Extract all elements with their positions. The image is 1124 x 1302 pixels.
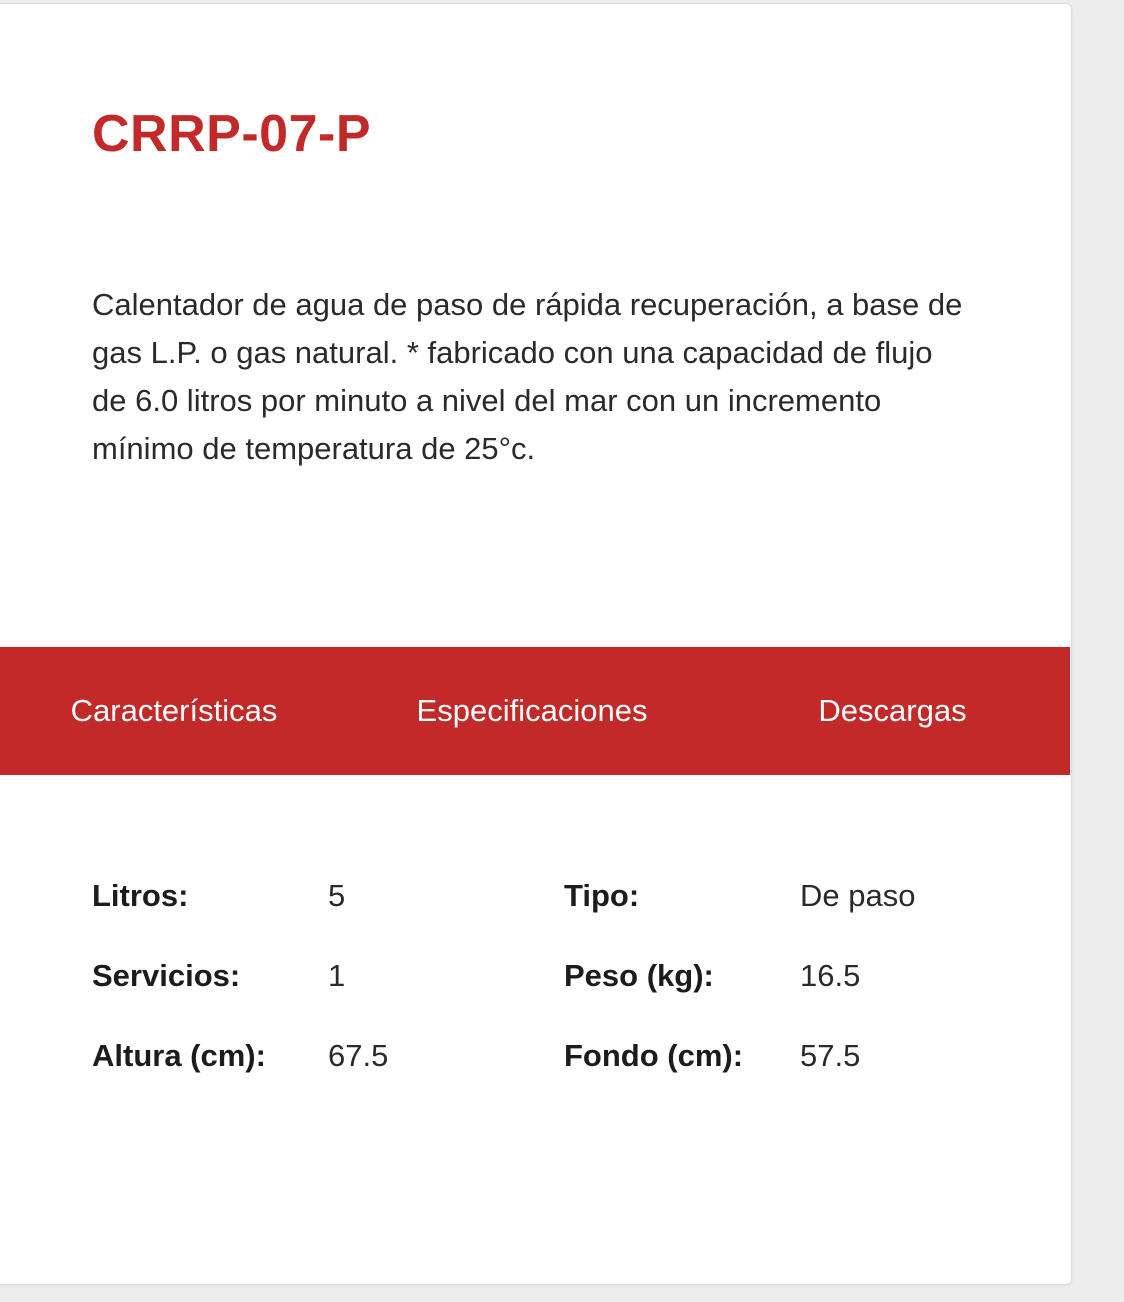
- product-card: [0, 3, 1072, 1285]
- spec-label-litros: Litros:: [92, 878, 189, 913]
- spec-label-peso: Peso (kg):: [564, 958, 714, 993]
- product-title: CRRP-07-P: [92, 105, 371, 163]
- spec-value-tipo: De paso: [800, 878, 916, 913]
- tab-especificaciones[interactable]: Especificaciones: [416, 693, 648, 728]
- page-background-strip: [0, 1287, 1124, 1302]
- product-tabs: [0, 647, 1070, 775]
- spec-label-tipo: Tipo:: [564, 878, 640, 913]
- spec-value-altura: 67.5: [328, 1038, 389, 1073]
- spec-label-altura: Altura (cm):: [92, 1038, 266, 1073]
- spec-label-servicios: Servicios:: [92, 958, 241, 993]
- spec-value-fondo: 57.5: [800, 1038, 861, 1073]
- spec-label-fondo: Fondo (cm):: [564, 1038, 744, 1073]
- tab-caracteristicas[interactable]: Características: [70, 693, 278, 728]
- specs-table: [92, 872, 992, 1080]
- tab-descargas[interactable]: Descargas: [818, 693, 967, 728]
- spec-value-servicios: 1: [328, 958, 346, 993]
- product-description: Calentador de agua de paso de rápida recuperación, a base de gas L.P. o gas natural. * fabricado con una capacidad de flujo de 6.0 litros por minuto a nivel del mar con un incremento mínimo de temperatura de 25°c.: [92, 287, 963, 466]
- spec-value-peso: 16.5: [800, 958, 861, 993]
- spec-value-litros: 5: [328, 878, 346, 913]
